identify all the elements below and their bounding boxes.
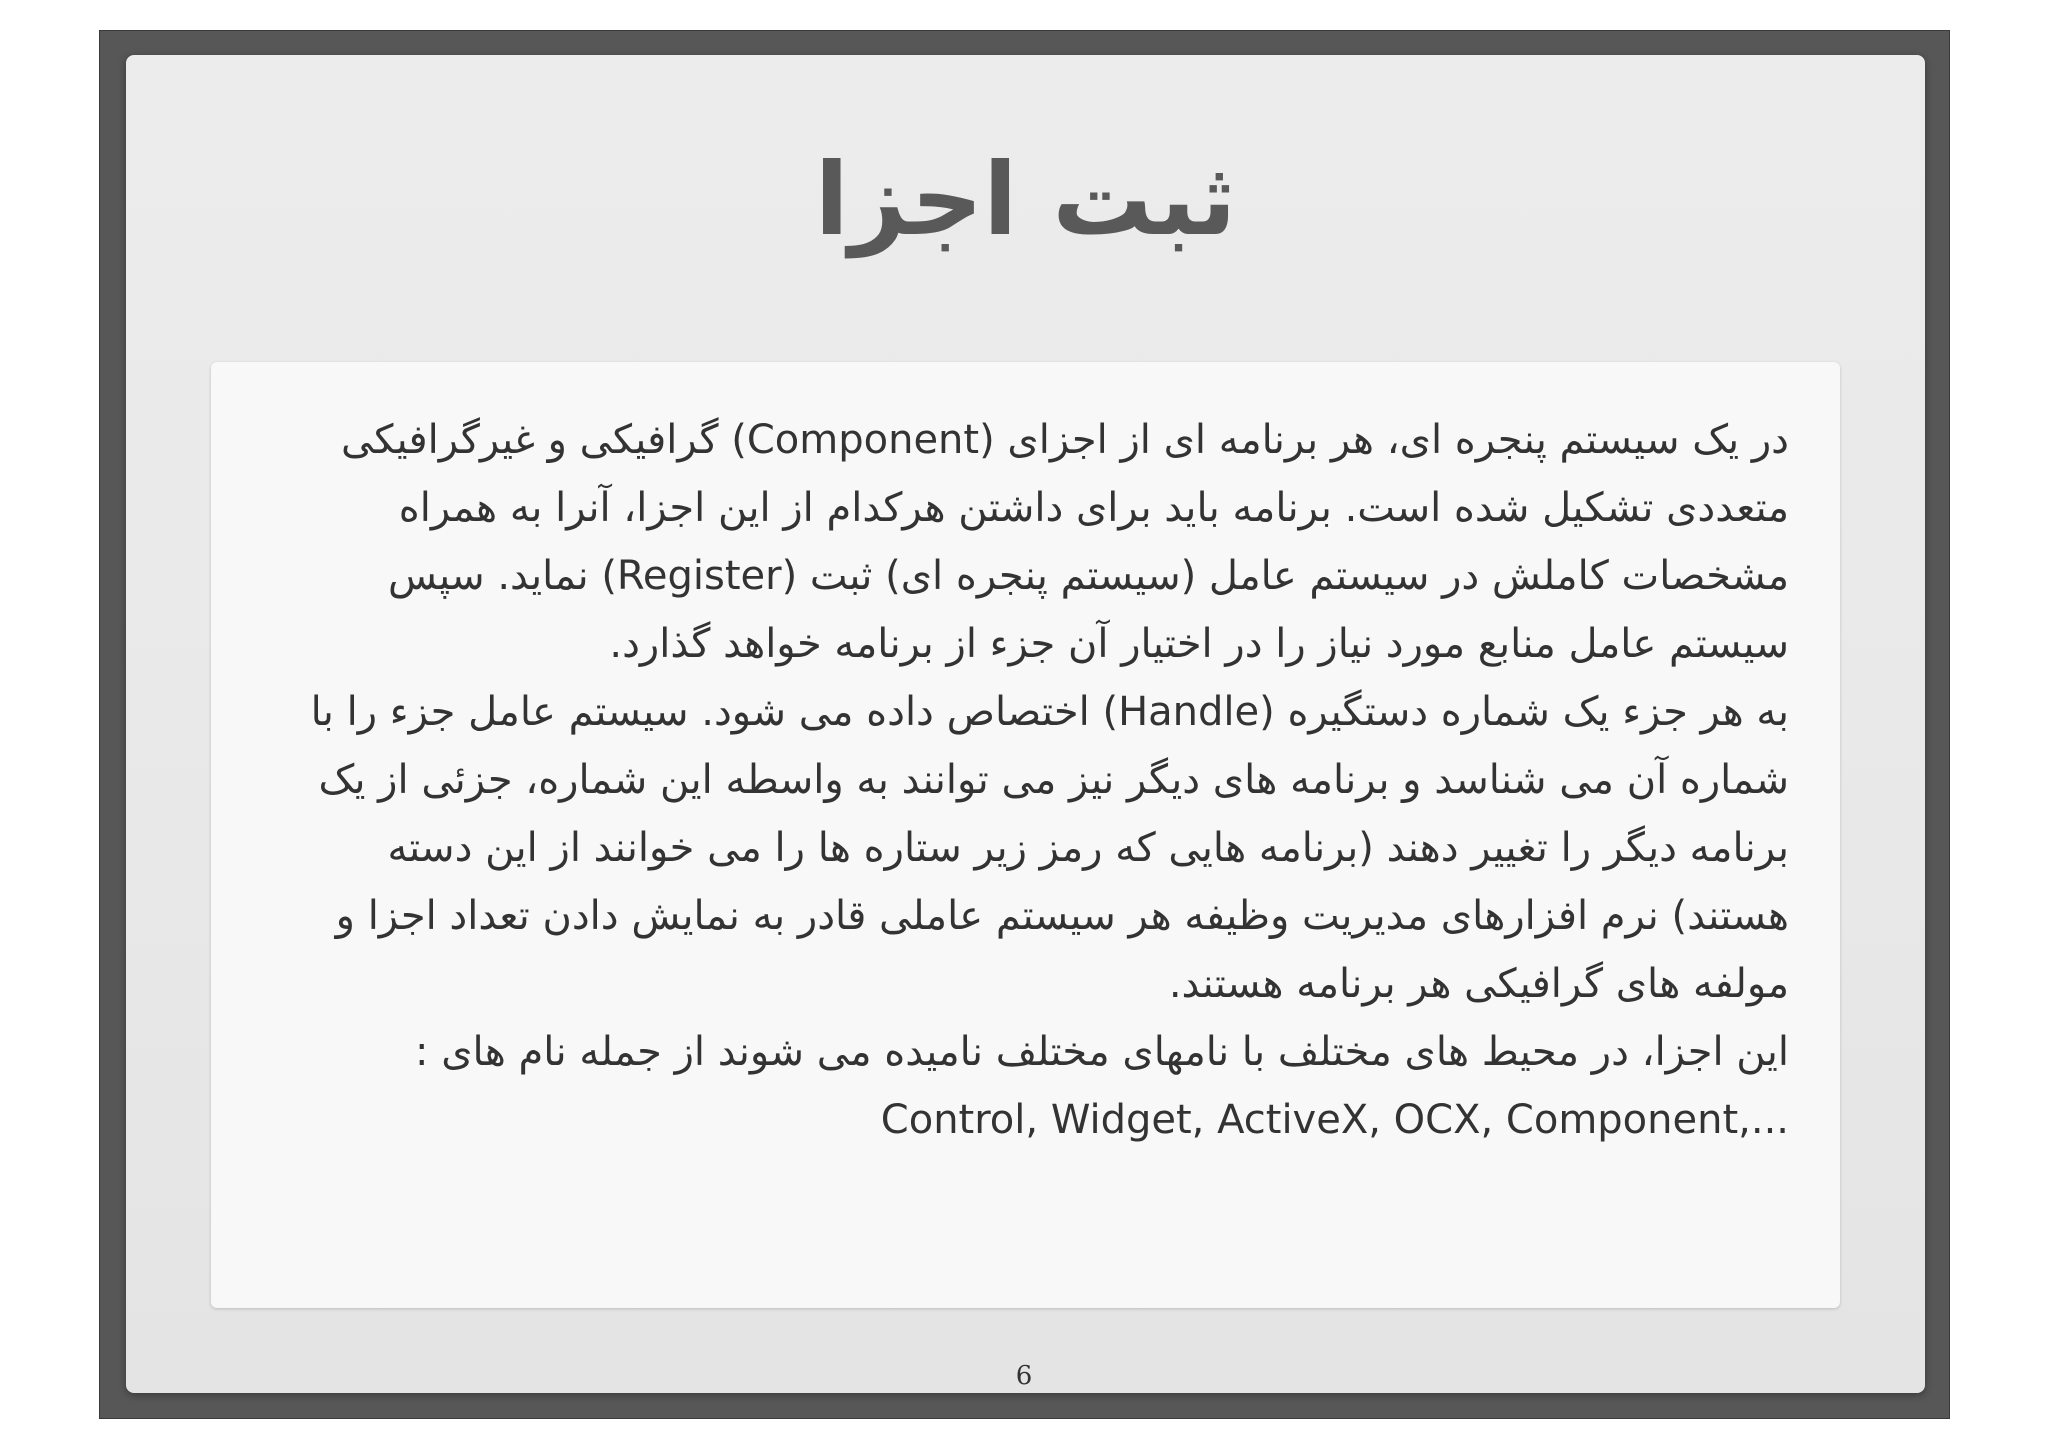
- slide-title: ثبت اجزا: [814, 141, 1237, 258]
- paragraph-handle: به هر جزء یک شماره دستگیره (Handle) اختصاص داده می شود. سیستم عامل جزء را با شماره آن می شناسد و برنامه های دیگر نیز می توانند به واسطه این شماره، جزئی از یک برنامه دیگر را تغییر دهند (برنامه هایی که رمز زیر ستاره ها را می خوانند از این دسته هستند) نرم افزارهای مدیریت وظیفه هر سیستم عاملی قادر به نمایش دادن تعداد اجزا و مولفه های گرافیکی هر برنامه هستند.: [310, 689, 1789, 1007]
- page-number: 6: [1015, 1361, 1033, 1391]
- content-box: [211, 362, 1840, 1308]
- paragraph-names: این اجزا، در محیط های مختلف با نامهای مختلف نامیده می شوند از جمله نام های :: [415, 1029, 1789, 1075]
- paragraph-register: در یک سیستم پنجره ای، هر برنامه ای از اجزای (Component) گرافیکی و غیرگرافیکی متعددی تشکیل شده است. برنامه باید برای داشتن هرکدام از این اجزا، آنرا به همراه مشخصات کاملش در سیستم عامل (سیستم پنجره ای) ثبت (Register) نماید. سپس سیستم عامل منابع مورد نیاز را در اختیار آن جزء از برنامه خواهد گذارد.: [341, 417, 1789, 667]
- component-names-line: Control, Widget, ActiveX, OCX, Component,...: [880, 1097, 1789, 1143]
